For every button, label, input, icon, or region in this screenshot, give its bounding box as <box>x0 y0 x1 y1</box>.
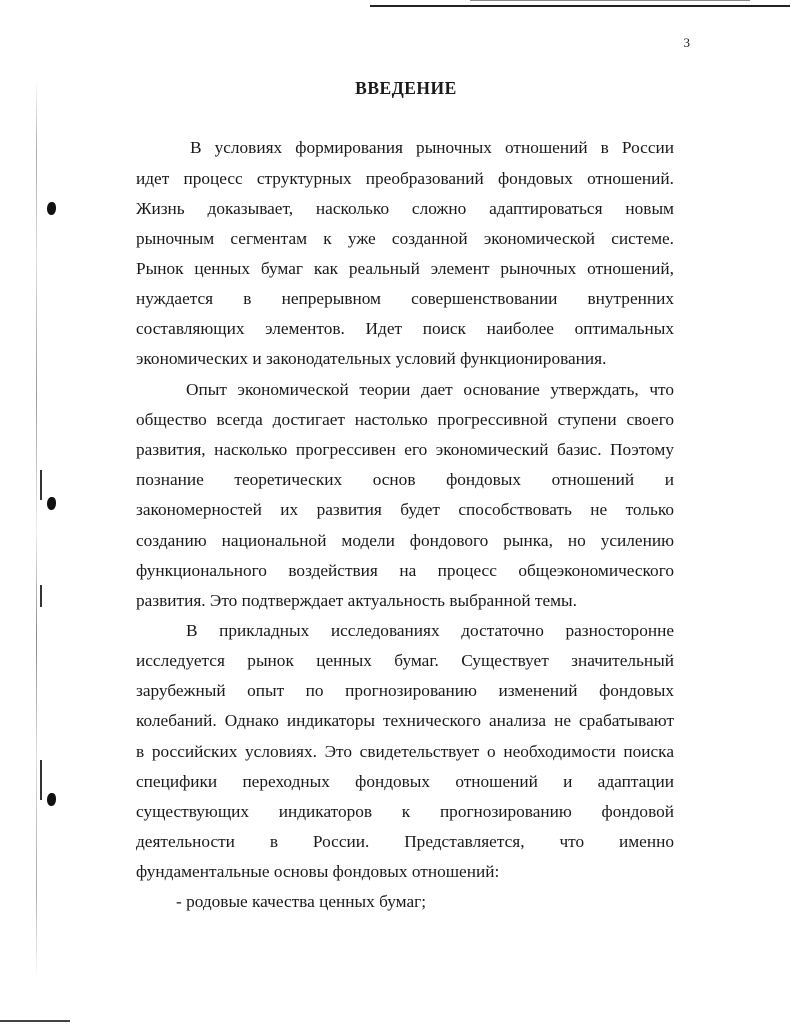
text-line: В условиях формирования рыночных отношений в России <box>190 138 674 157</box>
text-line: исследуется рынок ценных бумаг. Существует значительный <box>136 651 674 670</box>
text-line: развития, насколько прогрессивен его экономический базис. Поэтому <box>136 440 674 459</box>
page-title: ВВЕДЕНИЕ <box>355 78 457 98</box>
text-line: колебаний. Однако индикаторы технического анализа не срабатывают <box>136 711 674 730</box>
binding-hole-mark <box>47 497 56 510</box>
text-line: идет процесс структурных преобразований фондовых отношений. <box>136 169 674 188</box>
page-number: 3 <box>683 35 690 50</box>
scan-artifact-edge-mark <box>40 760 42 800</box>
text-line: общество всегда достигает настолько прогрессивной ступени своего <box>136 410 674 429</box>
scan-artifact-bottom-line <box>0 1020 70 1022</box>
text-line: закономерностей их развития будет способствовать не только <box>136 500 674 519</box>
text-line: В прикладных исследованиях достаточно разносторонне <box>186 621 674 640</box>
text-line: специфики переходных фондовых отношений и адаптации <box>136 772 674 791</box>
text-line: развития. Это подтверждает актуальность выбранной темы. <box>136 591 577 610</box>
text-line: деятельности в России. Представляется, что именно <box>136 832 674 851</box>
text-line: функционального воздействия на процесс общеэкономического <box>136 561 674 580</box>
scan-artifact-top-thin <box>470 0 750 1</box>
list-item: - родовые качества ценных бумаг; <box>176 892 427 911</box>
text-line: нуждается в непрерывном совершенствовании внутренних <box>136 289 674 308</box>
text-line: познание теоретических основ фондовых отношений и <box>136 470 674 489</box>
text-line: в российских условиях. Это свидетельствует о необходимости поиска <box>136 742 674 761</box>
scan-artifact-edge-mark <box>40 585 42 607</box>
text-line: экономических и законодательных условий функционирования. <box>136 349 607 368</box>
binding-hole-mark <box>47 793 56 806</box>
text-line: фундаментальные основы фондовых отношений: <box>136 862 500 881</box>
binding-hole-mark <box>47 202 56 215</box>
text-line: созданию национальной модели фондового рынка, но усилению <box>136 531 674 550</box>
scan-artifact-top-line <box>370 5 790 7</box>
text-line: Рынок ценных бумаг как реальный элемент рыночных отношений, <box>136 259 674 278</box>
text-line: существующих индикаторов к прогнозированию фондовой <box>136 802 674 821</box>
text-line: Опыт экономической теории дает основание утверждать, что <box>186 380 674 399</box>
scan-artifact-left-edge <box>36 80 37 980</box>
text-line: рыночным сегментам к уже созданной экономической системе. <box>136 229 674 248</box>
text-line: составляющих элементов. Идет поиск наиболее оптимальных <box>136 319 674 338</box>
scan-artifact-edge-mark <box>40 470 42 500</box>
text-line: Жизнь доказывает, насколько сложно адаптироваться новым <box>136 199 674 218</box>
text-line: зарубежный опыт по прогнозированию изменений фондовых <box>136 681 674 700</box>
